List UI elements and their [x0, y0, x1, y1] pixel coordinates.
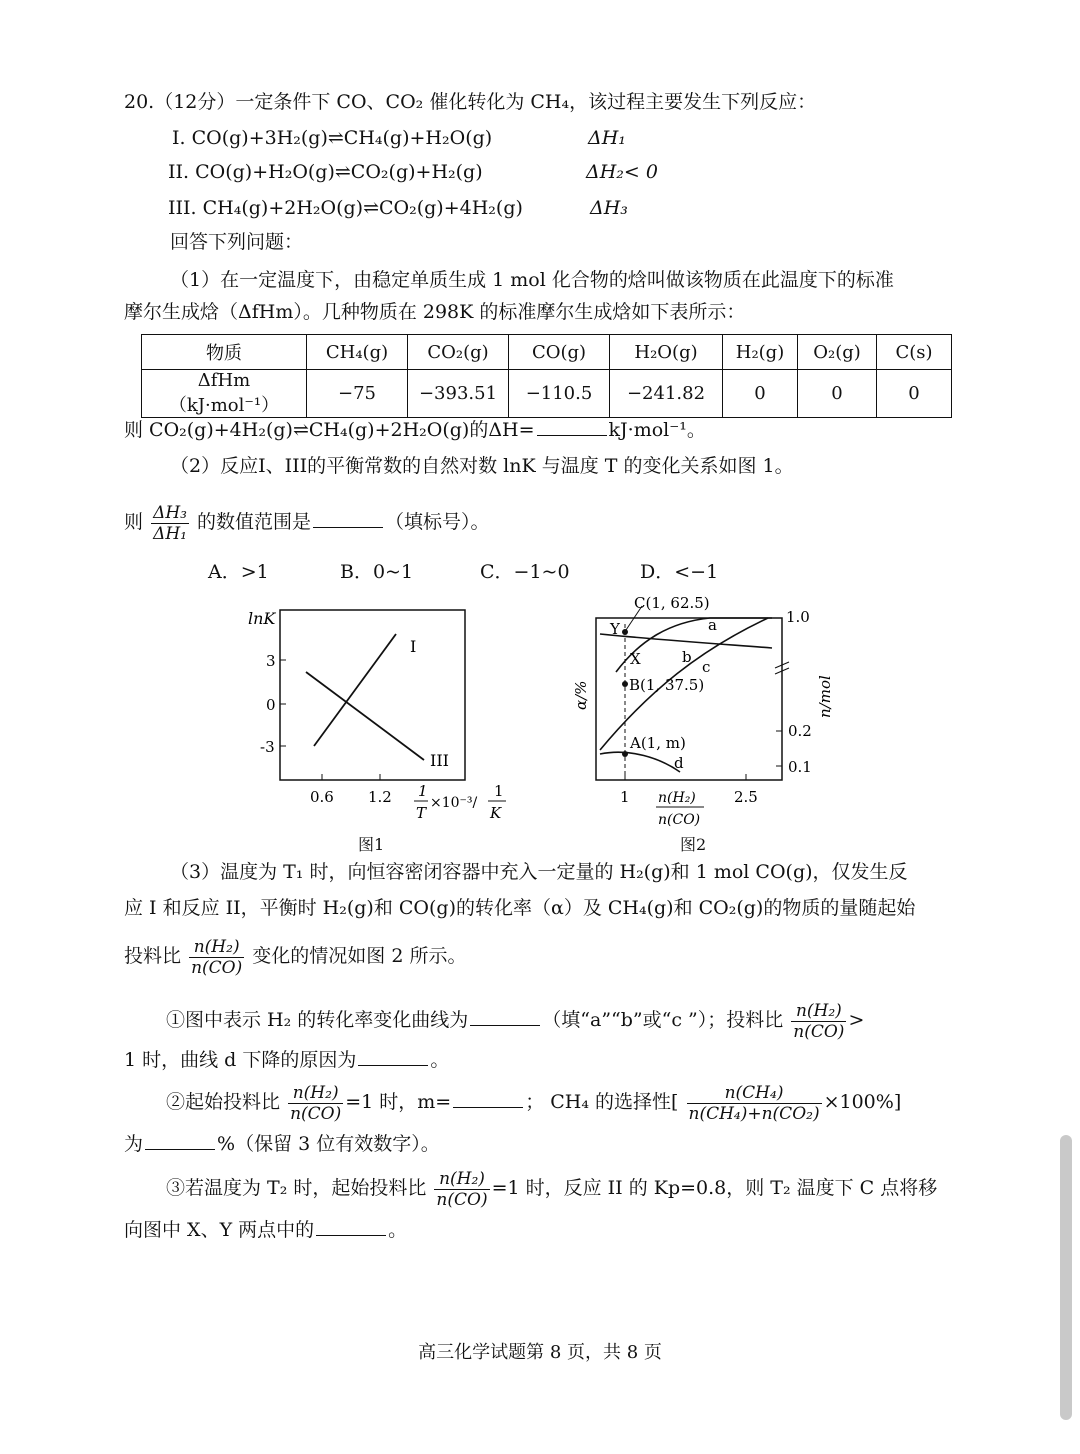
option-c: C．−1~0 — [480, 561, 570, 583]
table-cell: −393.51 — [408, 370, 509, 418]
feed-ratio-denominator: n(CO) — [290, 1103, 342, 1124]
feed-ratio-fraction — [189, 937, 244, 978]
fig1-xlabel-unit-num: 1 — [494, 782, 504, 800]
subq2-mid: =1 时，m= — [345, 1091, 452, 1113]
figure-1 — [240, 600, 530, 840]
fig2-ytick-right-label: 0.2 — [788, 722, 812, 740]
selectivity-denominator: n(CH₄)+n(CO₂) — [688, 1103, 820, 1124]
answer-blank[interactable] — [453, 1089, 523, 1108]
fig2-point-C — [622, 629, 628, 635]
table-header-cell: CO₂(g) — [408, 335, 509, 370]
subq2-line2-pre: 为 — [124, 1133, 144, 1155]
feed-ratio-numerator: n(H₂) — [189, 937, 244, 958]
subq1-line2 — [124, 1046, 449, 1074]
subq2-post: ×100%] — [823, 1091, 902, 1113]
reaction-1-dh: ΔH₁ — [588, 127, 626, 149]
table-row — [142, 370, 952, 418]
feed-ratio-numerator: n(H₂) — [791, 1001, 846, 1022]
table-cell: 0 — [877, 370, 952, 418]
fig1-xtick-label: 1.2 — [368, 788, 392, 806]
table-header-row — [142, 335, 952, 370]
feed-ratio-numerator: n(H₂) — [288, 1083, 343, 1104]
answer-blank[interactable] — [316, 1217, 386, 1236]
part1-line2: 摩尔生成焓（ΔfHm）。几种物质在 298K 的标准摩尔生成焓如下表所示： — [124, 301, 746, 323]
fig2-curve-label-c: c — [702, 658, 711, 676]
answer-prompt: 回答下列问题： — [170, 231, 304, 253]
fig2-xtick-label: 2.5 — [734, 788, 758, 806]
answer-blank[interactable] — [145, 1131, 215, 1150]
fig2-ytick-right-label: 1.0 — [786, 608, 810, 626]
table-cell: 0 — [798, 370, 877, 418]
part3-line3 — [124, 930, 466, 982]
fig2-ylabel-left: α/% — [572, 680, 590, 710]
part2-question — [124, 496, 490, 548]
figure-2 — [560, 590, 850, 830]
enthalpy-table — [141, 334, 952, 418]
fig2-ytick-right-label: 0.1 — [788, 758, 812, 776]
answer-blank[interactable] — [358, 1047, 428, 1066]
feed-ratio-fraction — [791, 1001, 846, 1042]
feed-ratio-denominator: n(CO) — [191, 957, 243, 978]
fig1-xlabel-unit-den: K — [490, 804, 502, 822]
reaction-3-equation: CH₄(g)+2H₂O(g)⇌CO₂(g)+4H₂(g) — [202, 197, 523, 219]
option-b: B．0~1 — [340, 561, 414, 583]
fig2-point-A — [622, 751, 628, 757]
fig2-label-C: C(1, 62.5) — [634, 594, 710, 612]
answer-blank[interactable] — [470, 1007, 540, 1026]
answer-blank[interactable] — [537, 417, 607, 436]
reaction-1-label: I. — [172, 127, 186, 149]
reaction-3-dh: ΔH₃ — [590, 197, 628, 219]
subq2-pre: ②起始投料比 — [166, 1091, 281, 1113]
part2-question-pre: 则 — [124, 511, 144, 533]
dh-ratio-denominator: ΔH₁ — [153, 523, 187, 544]
subq2-line2 — [124, 1130, 440, 1158]
fig2-xlabel-den: n(CO) — [658, 812, 701, 828]
table-cell: 0 — [723, 370, 798, 418]
fig1-caption: 图1 — [358, 835, 385, 854]
subq3-post: =1 时，反应 II 的 Kp=0.8，则 T₂ 温度下 C 点将移 — [491, 1177, 938, 1199]
dh-ratio-numerator: ΔH₃ — [153, 502, 187, 523]
dh-ratio-fraction — [151, 503, 189, 544]
table-header-cell: H₂O(g) — [610, 335, 723, 370]
fig2-ylabel-right: n/mol — [816, 675, 834, 718]
subq3-line1 — [166, 1162, 937, 1214]
table-header-cell: O₂(g) — [798, 335, 877, 370]
subq1-line2-pre: 1 时，曲线 d 下降的原因为 — [124, 1049, 357, 1071]
part2-question-post: （填标号）。 — [385, 511, 490, 533]
part3-line2: 应 I 和反应 II，平衡时 H₂(g)和 CO(g)的转化率（α）及 CH₄(g)和 CO₂(g)的物质的量随起始 — [124, 897, 916, 919]
feed-ratio-fraction — [434, 1169, 489, 1210]
subq2-line1 — [166, 1076, 901, 1128]
table-row-label: ΔfHm（kJ·mol⁻¹） — [142, 370, 307, 418]
fig2-curve-label-a: a — [708, 616, 717, 634]
fig2-caption: 图2 — [680, 835, 707, 854]
fig2-curve-label-d: d — [674, 754, 684, 772]
selectivity-numerator: n(CH₄) — [687, 1083, 822, 1104]
table-header-cell: CO(g) — [509, 335, 610, 370]
reaction-1-equation: CO(g)+3H₂(g)⇌CH₄(g)+H₂O(g) — [191, 127, 493, 149]
feed-ratio-fraction — [288, 1083, 343, 1124]
table-header-cell: C(s) — [877, 335, 952, 370]
part1-question-unit: kJ·mol⁻¹。 — [608, 419, 706, 441]
subq1-post: > — [848, 1009, 865, 1031]
fig2-xtick-label: 1 — [620, 788, 630, 806]
part3-line3-post: 变化的情况如图 2 所示。 — [252, 945, 467, 967]
part2-line: （2）反应I、III的平衡常数的自然对数 lnK 与温度 T 的变化关系如图 1。 — [170, 455, 794, 477]
fig1-ytick-label: 3 — [266, 652, 276, 670]
fig1-line-III — [306, 672, 424, 760]
fig2-label-Y: Y — [610, 620, 620, 638]
table-cell: −110.5 — [509, 370, 610, 418]
scrollbar-thumb[interactable] — [1060, 1135, 1072, 1420]
reaction-2-label: II. — [168, 161, 190, 183]
fig2-curve-b — [600, 634, 772, 648]
part2-question-mid: 的数值范围是 — [197, 511, 312, 533]
table-header-cell: H₂(g) — [723, 335, 798, 370]
table-header-cell: CH₄(g) — [307, 335, 408, 370]
subq1-line1 — [166, 994, 864, 1046]
page-footer: 高三化学试题第 8 页，共 8 页 — [418, 1342, 662, 1363]
fig2-label-A: A(1, m) — [630, 734, 686, 752]
table-header-cell: 物质 — [142, 335, 307, 370]
fig2-label-B: B(1, 37.5) — [629, 676, 705, 694]
reaction-3 — [168, 194, 523, 222]
question-header: 20.（12分）一定条件下 CO、CO₂ 催化转化为 CH₄，该过程主要发生下列反应： — [124, 91, 817, 113]
fig2-point-B — [622, 681, 628, 687]
reaction-1 — [172, 124, 492, 152]
fig2-xlabel-num: n(H₂) — [658, 790, 696, 806]
fig2-label-X: X — [630, 650, 641, 668]
fig1-ylabel: lnK — [248, 609, 276, 628]
subq3-line2-pre: 向图中 X、Y 两点中的 — [124, 1219, 315, 1241]
option-d: D．<−1 — [640, 561, 719, 583]
option-a: A．>1 — [208, 561, 269, 583]
feed-ratio-numerator: n(H₂) — [434, 1169, 489, 1190]
subq1-pre: ①图中表示 H₂ 的转化率变化曲线为 — [166, 1009, 469, 1031]
fig1-line-label-I: I — [410, 637, 417, 656]
fig1-ytick-label: -3 — [260, 738, 275, 756]
part1-question-text: 则 CO₂(g)+4H₂(g)⇌CH₄(g)+2H₂O(g)的ΔH= — [124, 419, 535, 441]
fig1-xlabel-mid: ×10⁻³/ — [430, 795, 478, 811]
fig1-line-label-III: III — [430, 751, 449, 770]
subq2-line2-post: %（保留 3 位有效数字）。 — [217, 1133, 440, 1155]
fig2-curve-d — [600, 752, 680, 772]
part3-line1: （3）温度为 T₁ 时，向恒容密闭容器中充入一定量的 H₂(g)和 1 mol CO(g)，仅发生反 — [170, 861, 908, 883]
subq3-pre: ③若温度为 T₂ 时，起始投料比 — [166, 1177, 427, 1199]
subq1-line2-post: 。 — [430, 1049, 450, 1071]
fig1-xlabel-num: 1 — [418, 782, 428, 800]
fig1-xlabel-den: T — [416, 804, 427, 822]
fig1-ytick-label: 0 — [266, 696, 276, 714]
fig2-curve-label-b: b — [682, 648, 692, 666]
reaction-3-label: III. — [168, 197, 197, 219]
part3-line3-pre: 投料比 — [124, 945, 182, 967]
reaction-2-dh: ΔH₂< 0 — [586, 161, 658, 183]
subq1-mid: （填“a”“b”或“c ”）；投料比 — [542, 1009, 784, 1031]
part1-line1: （1）在一定温度下，由稳定单质生成 1 mol 化合物的焓叫做该物质在此温度下的标准 — [170, 269, 894, 291]
table-cell: −75 — [307, 370, 408, 418]
reaction-2 — [168, 158, 483, 186]
fig1-xtick-label: 0.6 — [310, 788, 334, 806]
subq3-line2-post: 。 — [388, 1219, 408, 1241]
feed-ratio-denominator: n(CO) — [793, 1021, 845, 1042]
subq3-line2 — [124, 1216, 407, 1244]
part1-question — [124, 416, 706, 444]
table-cell: −241.82 — [610, 370, 723, 418]
reaction-2-equation: CO(g)+H₂O(g)⇌CO₂(g)+H₂(g) — [195, 161, 483, 183]
feed-ratio-denominator: n(CO) — [436, 1189, 488, 1210]
answer-blank[interactable] — [313, 509, 383, 528]
selectivity-fraction — [687, 1083, 822, 1124]
subq2-mid2: ； CH₄ 的选择性[ — [525, 1091, 679, 1113]
